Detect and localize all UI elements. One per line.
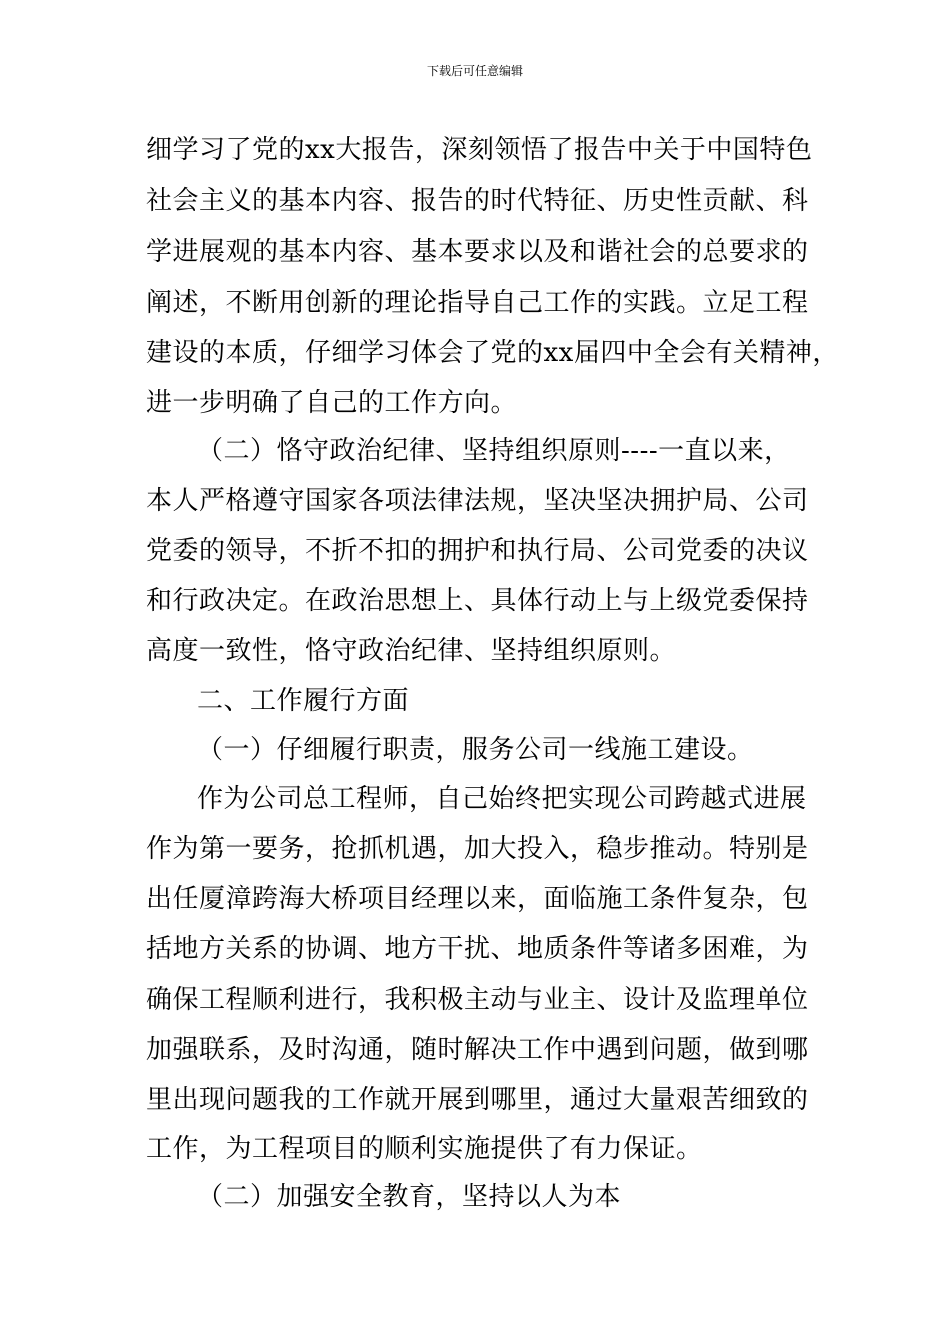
body-line: 阐述，不断用创新的理论指导自己工作的实践。立足工程 [146,288,809,318]
body-line: （二）恪守政治纪律、坚持组织原则----一直以来， [197,436,791,466]
body-line: 党委的领导，不折不扣的拥护和执行局、公司党委的决议 [146,536,809,566]
page-header: 下载后可任意编辑 [426,64,523,78]
subsection-heading: （二）加强安全教育，坚持以人为本 [197,1182,622,1212]
body-line: 出任厦漳跨海大桥项目经理以来，面临施工条件复杂，包 [146,884,809,914]
body-line: 进一步明确了自己的工作方向。 [146,388,518,418]
subsection-heading: （一）仔细履行职责，服务公司一线施工建设。 [197,735,754,765]
body-line: 和行政决定。在政治思想上、具体行动上与上级党委保持 [146,586,809,616]
body-line: 加强联系，及时沟通，随时解决工作中遇到问题，做到哪 [146,1035,809,1065]
body-line: 作为公司总工程师，自己始终把实现公司跨越式进展 [197,784,807,814]
body-line: 学进展观的基本内容、基本要求以及和谐社会的总要求的 [146,237,809,267]
body-line: 细学习了党的xx大报告，深刻领悟了报告中关于中国特色 [146,135,813,165]
section-heading: 二、工作履行方面 [197,686,410,716]
body-line: 高度一致性，恪守政治纪律、坚持组织原则。 [146,636,677,666]
body-line: 作为第一要务，抢抓机遇，加大投入，稳步推动。特别是 [146,834,809,864]
body-line: 社会主义的基本内容、报告的时代特征、历史性贡献、科 [146,186,809,216]
body-line: 括地方关系的协调、地方干扰、地质条件等诸多困难，为 [146,934,809,964]
body-line: 本人严格遵守国家各项法律法规，坚决坚决拥护局、公司 [146,486,809,516]
body-line: 里出现问题我的工作就开展到哪里，通过大量艰苦细致的 [146,1085,809,1115]
body-line: 确保工程顺利进行，我积极主动与业主、设计及监理单位 [146,985,809,1015]
body-line: 工作，为工程项目的顺利实施提供了有力保证。 [146,1134,703,1164]
body-line: 建设的本质，仔细学习体会了党的xx届四中全会有关精神， [146,338,839,368]
